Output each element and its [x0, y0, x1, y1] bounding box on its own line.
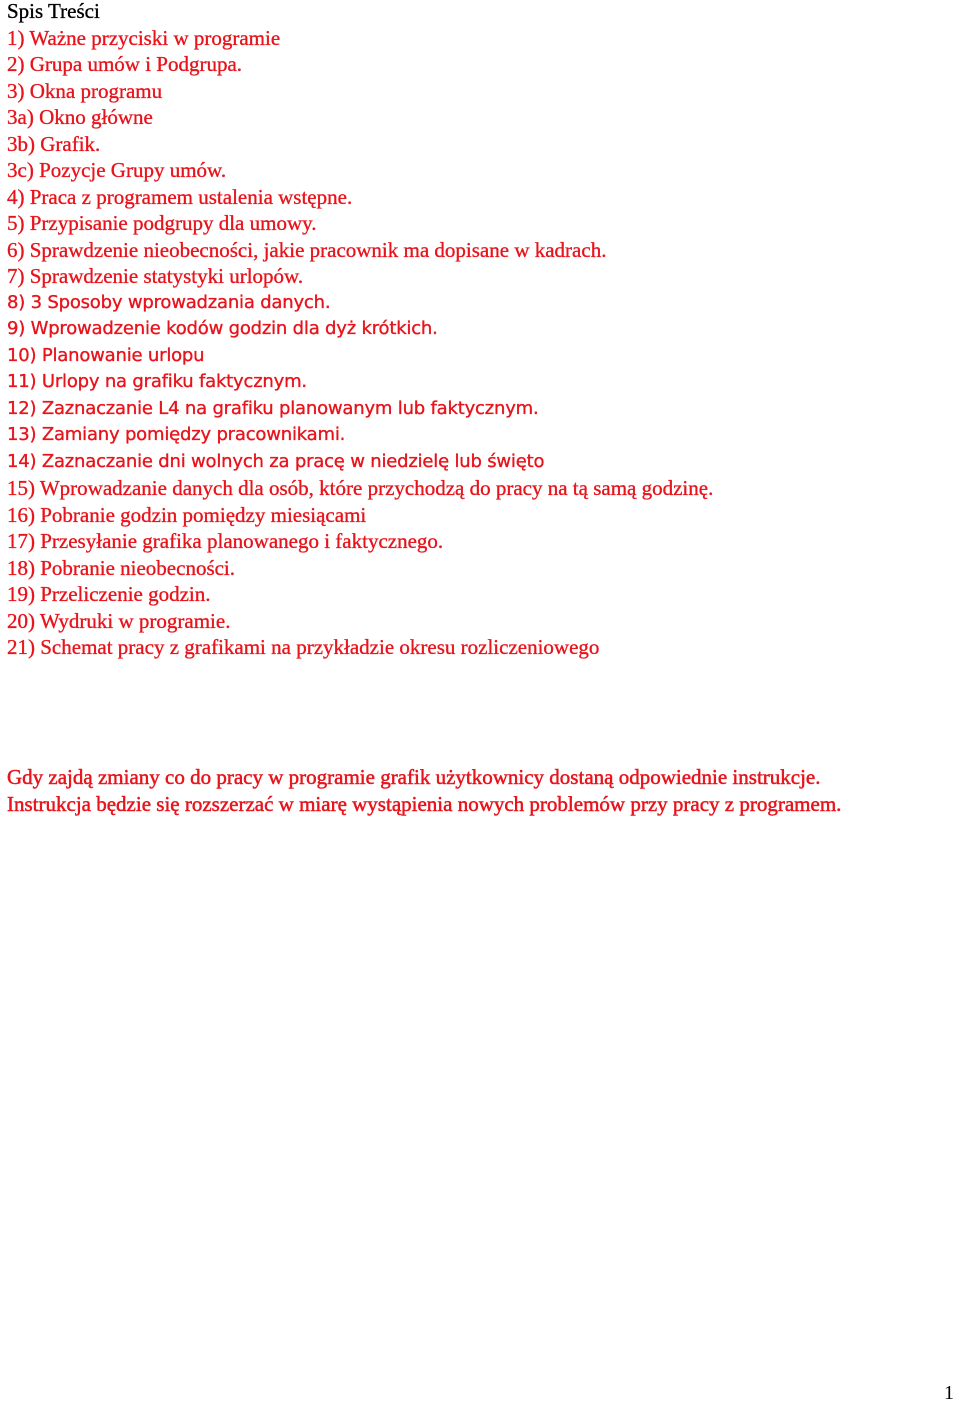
page-number: 1	[944, 1382, 954, 1404]
toc-title: Spis Treści	[7, 0, 100, 23]
toc-item: 16) Pobranie godzin pomiędzy miesiącami	[7, 502, 367, 527]
toc-item: 5) Przypisanie podgrupy dla umowy.	[7, 211, 317, 235]
toc-item: 17) Przesyłanie grafika planowanego i faktycznego.	[7, 529, 444, 553]
instruction-note: Gdy zajdą zmiany co do pracy w programie grafik użytkownicy dostaną odpowiednie instrukcje. Instrukcja będzie się rozszerzać w miarę wystąpienia nowych problemów przy pracy z programem.	[7, 765, 842, 816]
toc-item: 10) Planowanie urlopu	[7, 344, 205, 366]
toc-item: 7) Sprawdzenie statystyki urlopów.	[7, 264, 304, 288]
toc-item: 3) Okna programu	[7, 78, 163, 103]
toc-item: 3a) Okno główne	[7, 105, 153, 129]
toc-item: 21) Schemat pracy z grafikami na przykładzie okresu rozliczeniowego	[7, 635, 600, 659]
toc-item: 2) Grupa umów i Podgrupa.	[7, 52, 243, 76]
toc-item: 15) Wprowadzanie danych dla osób, które przychodzą do pracy na tą samą godzinę.	[7, 476, 714, 500]
toc-item: 11) Urlopy na grafiku faktycznym.	[7, 371, 307, 392]
toc-item: 8) 3 Sposoby wprowadzania danych.	[7, 291, 331, 313]
toc-item: 3c) Pozycje Grupy umów.	[7, 158, 227, 182]
toc-item: 4) Praca z programem ustalenia wstępne.	[7, 184, 353, 209]
toc-item: 14) Zaznaczanie dni wolnych za pracę w niedzielę lub święto	[7, 450, 545, 472]
toc-item: 18) Pobranie nieobecności.	[7, 555, 236, 580]
toc-item: 13) Zamiany pomiędzy pracownikami.	[7, 424, 346, 445]
toc-item: 20) Wydruki w programie.	[7, 608, 231, 633]
toc-item: 6) Sprawdzenie nieobecności, jakie pracownik ma dopisane w kadrach.	[7, 237, 607, 262]
toc-item: 9) Wprowadzenie kodów godzin dla dyż krótkich.	[7, 318, 438, 339]
toc-item: 3b) Grafik.	[7, 131, 101, 156]
toc-item: 12) Zaznaczanie L4 na grafiku planowanym lub faktycznym.	[7, 397, 539, 419]
toc-item: 1) Ważne przyciski w programie	[7, 25, 281, 50]
table-of-contents	[7, 0, 947, 661]
toc-item: 19) Przeliczenie godzin.	[7, 582, 211, 606]
